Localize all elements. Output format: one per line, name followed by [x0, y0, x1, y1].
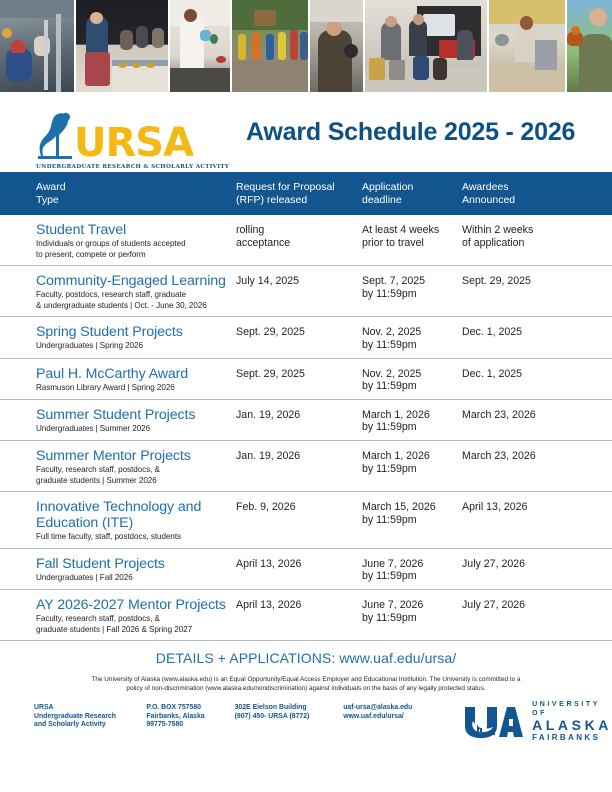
column-header-deadline [362, 181, 462, 206]
col-label-line1: Award [36, 181, 66, 194]
uaf-line-university-of: UNIVERSITY OF [532, 701, 600, 718]
rfp-cell [236, 273, 362, 310]
award-subtitle: graduate students | Summer 2026 [36, 475, 157, 485]
cell-line: March 23, 2026 [462, 408, 536, 421]
deadline-cell [362, 222, 462, 259]
banner-photo-4 [232, 0, 310, 92]
banner-photo-5 [310, 0, 365, 92]
deadline-cell [362, 597, 462, 634]
table-body [0, 215, 612, 641]
rfp-cell [236, 556, 362, 583]
cell-line: of application [462, 236, 525, 249]
cell-line: by 11:59pm [362, 462, 417, 475]
award-name: Student Travel [36, 222, 127, 238]
awardees-cell [462, 556, 612, 583]
footer-address-block [146, 704, 218, 730]
rfp-cell [236, 366, 362, 393]
rfp-cell [236, 324, 362, 351]
footer-building-line1: 302E Eielson Building [234, 704, 307, 712]
cell-line: June 7, 2026 [362, 557, 424, 570]
rfp-cell [236, 597, 362, 634]
cell-line: April 13, 2026 [236, 598, 302, 611]
ursa-wordmark: URSA [74, 120, 194, 166]
award-name: Summer Student Projects [36, 406, 196, 423]
col-label-line2: Type [36, 193, 59, 206]
page-title: Award Schedule 2025 - 2026 [246, 117, 576, 146]
footer-phone[interactable]: (907) 450- URSA (8772) [234, 712, 310, 720]
footer-address-line3: 99775-7580 [146, 721, 184, 729]
cell-line: by 11:59pm [362, 338, 417, 351]
deadline-cell [362, 407, 462, 434]
cell-line: Nov. 2, 2025 [362, 367, 422, 380]
award-name: Innovative Technology and Education (ITE) [36, 499, 202, 532]
col-label-line2: (RFP) released [236, 193, 308, 206]
cell-line: Sept. 7, 2025 [362, 275, 426, 288]
cell-line: Feb. 9, 2026 [236, 501, 296, 514]
cell-line: by 11:59pm [362, 380, 417, 393]
uaf-line-fairbanks: FAIRBANKS [532, 733, 601, 743]
cell-line: by 11:59pm [362, 421, 417, 434]
cell-line: June 7, 2026 [362, 598, 424, 611]
award-name: AY 2026-2027 Mentor Projects [36, 596, 226, 613]
award-subtitle: Undergraduates | Summer 2026 [36, 423, 151, 433]
cell-line: April 13, 2026 [462, 501, 528, 514]
column-header-awardees [462, 181, 612, 206]
award-subtitle: graduate students | Fall 2026 & Spring 2027 [36, 624, 193, 634]
awardees-cell [462, 222, 612, 259]
footer-org-block [34, 704, 130, 730]
uaf-wordmark [532, 700, 612, 743]
column-header-rfp [236, 181, 362, 206]
awardees-cell [462, 273, 612, 310]
column-header-award-type [0, 181, 236, 206]
deadline-cell [362, 273, 462, 310]
rfp-cell [236, 448, 362, 485]
table-row [0, 400, 612, 441]
banner-photo-8 [567, 0, 612, 92]
footer-org-line2: Undergraduate Research [34, 712, 116, 720]
cell-line: Sept. 29, 2025 [236, 367, 305, 380]
award-type-cell [0, 556, 236, 583]
award-subtitle: & undergraduate students | Oct. - June 30, 2026 [36, 300, 207, 310]
award-subtitle: Faculty, research staff, postdocs, & [36, 613, 160, 623]
cell-line: Sept. 29, 2025 [236, 326, 305, 339]
cell-line: by 11:59pm [362, 611, 417, 624]
col-label-line2: deadline [362, 193, 402, 206]
cell-line: by 11:59pm [362, 287, 417, 300]
cell-line: by 11:59pm [362, 513, 417, 526]
award-subtitle: Faculty, research staff, postdocs, & [36, 464, 160, 474]
ursa-logo [34, 103, 230, 170]
col-label-line1: Awardees [462, 181, 509, 194]
footer-address-line2: Fairbanks, Alaska [146, 712, 205, 720]
table-row [0, 441, 612, 492]
disclaimer-line-2: policy of non-discrimination (www.alaska.edu/nondiscrimination) against individuals on the basis of any legally protected status. [126, 685, 486, 693]
deadline-cell [362, 448, 462, 485]
cell-line: Dec. 1, 2025 [462, 326, 523, 339]
details-applications-link[interactable]: DETAILS + APPLICATIONS: www.uaf.edu/ursa/ [155, 650, 457, 667]
award-name: Spring Student Projects [36, 324, 183, 341]
cell-line: by 11:59pm [362, 570, 417, 583]
cell-line: acceptance [236, 236, 291, 249]
footer [0, 693, 612, 743]
cell-line: rolling [236, 224, 265, 236]
footer-contact-block [343, 704, 445, 721]
cell-line: Within 2 weeks [462, 224, 534, 236]
col-label-line2: Announced [462, 193, 516, 206]
award-name: Paul H. McCarthy Award [36, 365, 189, 382]
cell-line: Sept. 29, 2025 [462, 275, 531, 288]
award-subtitle: Full time faculty, staff, postdocs, students [36, 532, 182, 542]
col-label-line1: Application [362, 181, 414, 194]
award-type-cell [0, 597, 236, 634]
award-name: Summer Mentor Projects [36, 447, 191, 464]
cell-line: March 15, 2026 [362, 501, 436, 514]
banner-photo-7 [489, 0, 567, 92]
table-row [0, 359, 612, 400]
rfp-cell [236, 222, 362, 259]
cell-line: July 27, 2026 [462, 557, 526, 570]
award-schedule-table [0, 172, 612, 641]
table-row [0, 492, 612, 549]
table-row [0, 215, 612, 266]
awardees-cell [462, 366, 612, 393]
award-subtitle: Undergraduates | Fall 2026 [36, 572, 133, 582]
banner-photo-3 [170, 0, 232, 92]
uaf-line-alaska: ALASKA [532, 717, 612, 734]
award-type-cell [0, 448, 236, 485]
awardees-cell [462, 324, 612, 351]
deadline-cell [362, 499, 462, 542]
awardees-cell [462, 448, 612, 485]
table-header-row [0, 172, 612, 215]
cell-line: July 27, 2026 [462, 598, 526, 611]
award-subtitle: Individuals or groups of students accepted [36, 239, 186, 248]
banner-photo-2 [76, 0, 170, 92]
awardees-cell [462, 597, 612, 634]
table-row [0, 266, 612, 317]
cell-line: Jan. 19, 2026 [236, 449, 301, 462]
eeo-disclaimer [0, 666, 612, 693]
footer-website-link[interactable]: www.uaf.edu/ursa/ [343, 712, 404, 720]
banner-photo-1 [0, 0, 76, 92]
deadline-cell [362, 324, 462, 351]
table-row [0, 590, 612, 641]
award-subtitle: Faculty, postdocs, research staff, graduate [36, 290, 187, 300]
cell-line: March 23, 2026 [462, 449, 536, 462]
footer-org-line1: URSA [34, 704, 54, 712]
award-name: Fall Student Projects [36, 555, 165, 572]
award-type-cell [0, 366, 236, 393]
cell-line: prior to travel [362, 236, 424, 249]
award-type-cell [0, 273, 236, 310]
award-type-cell [0, 324, 236, 351]
rfp-cell [236, 407, 362, 434]
photo-banner [0, 0, 612, 92]
footer-email-link[interactable]: uaf-ursa@alaska.edu [343, 704, 413, 712]
ursa-tagline: UNDERGRADUATE RESEARCH & SCHOLARLY ACTIVITY [36, 164, 230, 170]
award-subtitle: Undergraduates | Spring 2026 [36, 341, 143, 351]
title-band [0, 92, 612, 172]
award-subtitle: Rasmuson Library Award | Spring 2026 [36, 382, 175, 392]
banner-photo-6 [365, 0, 489, 92]
footer-building-block [235, 704, 328, 721]
awardees-cell [462, 407, 612, 434]
award-type-cell [0, 222, 236, 259]
cell-line: Jan. 19, 2026 [236, 408, 301, 421]
rfp-cell [236, 499, 362, 542]
table-row [0, 317, 612, 358]
awardees-cell [462, 499, 612, 542]
cell-line: July 14, 2025 [236, 275, 300, 288]
deadline-cell [362, 366, 462, 393]
uaf-logo [463, 700, 612, 743]
award-type-cell [0, 499, 236, 542]
disclaimer-line-1: The University of Alaska (www.alaska.edu) is an Equal Opportunity/Equal Access Employer and Educational Institution. The University is committed to a [91, 676, 521, 684]
deadline-cell [362, 556, 462, 583]
footer-address-line1: P.O. BOX 757580 [146, 704, 201, 712]
footer-org-line3: and Scholarly Activity [34, 721, 106, 729]
cell-line: March 1, 2026 [362, 408, 430, 421]
award-name: Community-Engaged Learning [36, 273, 226, 290]
award-subtitle: to present, compete or perform [36, 249, 146, 259]
uaf-mark-icon [463, 705, 525, 739]
cell-line: Nov. 2, 2025 [362, 326, 422, 339]
award-type-cell [0, 407, 236, 434]
bear-icon [34, 111, 78, 161]
col-label-line1: Request for Proposal [236, 181, 335, 194]
table-row [0, 549, 612, 590]
cell-line: April 13, 2026 [236, 557, 302, 570]
cell-line: At least 4 weeks [362, 224, 440, 236]
cell-line: March 1, 2026 [362, 449, 430, 462]
cell-line: Dec. 1, 2025 [462, 367, 523, 380]
